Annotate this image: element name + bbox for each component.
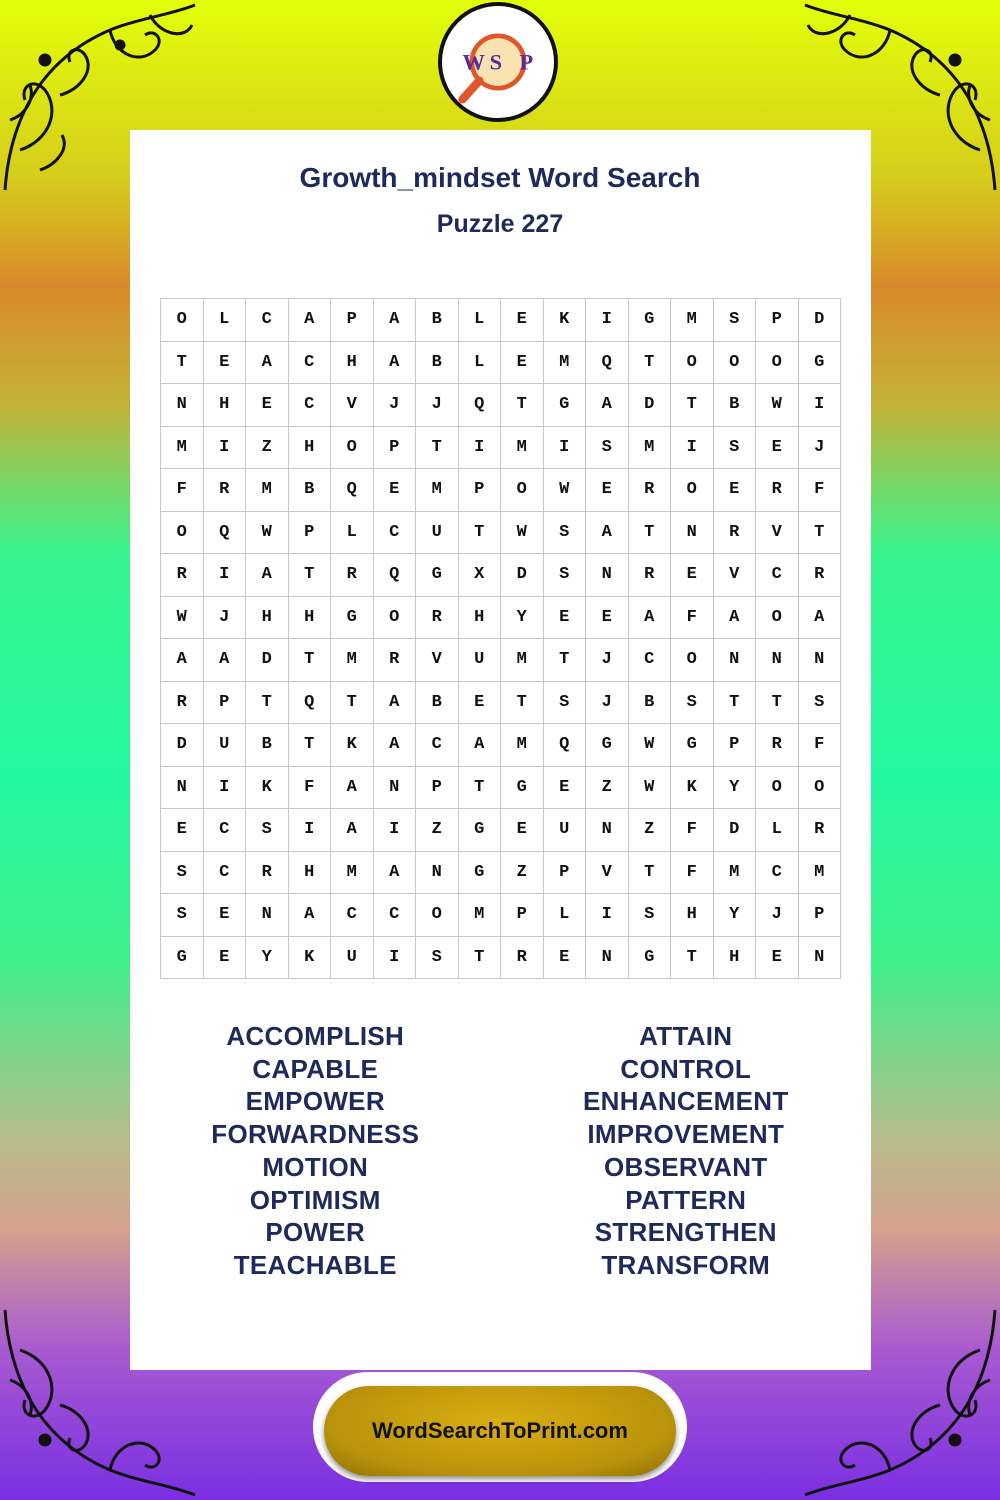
grid-cell[interactable]: F (799, 469, 842, 512)
grid-cell[interactable]: S (586, 427, 629, 470)
grid-cell[interactable]: U (416, 512, 459, 555)
grid-cell[interactable]: B (629, 682, 672, 725)
grid-cell[interactable]: E (586, 597, 629, 640)
grid-cell[interactable]: G (629, 937, 672, 980)
grid-cell[interactable]: M (331, 639, 374, 682)
grid-cell[interactable]: T (161, 342, 204, 385)
grid-cell[interactable]: T (459, 937, 502, 980)
grid-cell[interactable]: W (161, 597, 204, 640)
grid-cell[interactable]: U (544, 809, 587, 852)
grid-cell[interactable]: Z (246, 427, 289, 470)
grid-cell[interactable]: O (671, 469, 714, 512)
grid-cell[interactable]: S (799, 682, 842, 725)
grid-cell[interactable]: O (331, 427, 374, 470)
grid-cell[interactable]: I (374, 937, 417, 980)
grid-cell[interactable]: Y (714, 767, 757, 810)
grid-cell[interactable]: J (204, 597, 247, 640)
grid-cell[interactable]: A (331, 767, 374, 810)
grid-cell[interactable]: F (161, 469, 204, 512)
grid-cell[interactable]: H (331, 342, 374, 385)
grid-cell[interactable]: W (501, 512, 544, 555)
grid-cell[interactable]: F (671, 597, 714, 640)
grid-cell[interactable]: N (714, 639, 757, 682)
grid-cell[interactable]: Q (459, 384, 502, 427)
grid-cell[interactable]: J (799, 427, 842, 470)
grid-cell[interactable]: E (714, 469, 757, 512)
grid-cell[interactable]: M (331, 852, 374, 895)
puzzle-number: Puzzle 227 (436, 210, 564, 238)
grid-cell[interactable]: G (459, 809, 502, 852)
grid-cell[interactable]: I (204, 554, 247, 597)
grid-cell[interactable]: T (289, 639, 332, 682)
grid-cell[interactable]: O (714, 342, 757, 385)
grid-cell[interactable]: N (799, 937, 842, 980)
grid-cell[interactable]: K (331, 724, 374, 767)
grid-cell[interactable]: G (799, 342, 842, 385)
grid-cell[interactable]: E (756, 937, 799, 980)
grid-cell[interactable]: C (374, 894, 417, 937)
grid-cell[interactable]: M (459, 894, 502, 937)
grid-cell[interactable]: P (331, 299, 374, 342)
word-item: OPTIMISM (249, 1184, 381, 1215)
grid-cell[interactable]: D (161, 724, 204, 767)
grid-cell[interactable]: A (161, 639, 204, 682)
grid-cell[interactable]: L (544, 894, 587, 937)
grid-cell[interactable]: N (246, 894, 289, 937)
grid-cell[interactable]: O (756, 342, 799, 385)
grid-cell[interactable]: G (671, 724, 714, 767)
grid-cell[interactable]: R (416, 597, 459, 640)
grid-cell[interactable]: P (204, 682, 247, 725)
word-item: TRANSFORM (601, 1249, 771, 1280)
grid-cell[interactable]: U (459, 639, 502, 682)
grid-cell[interactable]: A (374, 724, 417, 767)
grid-cell[interactable]: I (204, 427, 247, 470)
grid-cell[interactable]: Y (714, 894, 757, 937)
grid-cell[interactable]: E (374, 469, 417, 512)
grid-cell[interactable]: T (671, 384, 714, 427)
grid-cell[interactable]: T (501, 384, 544, 427)
grid-cell[interactable]: H (714, 937, 757, 980)
word-item: FORWARDNESS (211, 1119, 420, 1150)
grid-cell[interactable]: N (671, 512, 714, 555)
grid-cell[interactable]: O (161, 512, 204, 555)
grid-cell[interactable]: A (374, 852, 417, 895)
grid-cell[interactable]: I (799, 384, 842, 427)
grid-cell[interactable]: Z (416, 809, 459, 852)
grid-cell[interactable]: E (501, 809, 544, 852)
grid-cell[interactable]: N (586, 937, 629, 980)
word-item: CONTROL (620, 1053, 752, 1084)
grid-cell[interactable]: A (629, 597, 672, 640)
grid-cell[interactable]: C (289, 384, 332, 427)
grid-cell[interactable]: A (799, 597, 842, 640)
grid-cell[interactable]: I (671, 427, 714, 470)
grid-cell[interactable]: A (586, 384, 629, 427)
grid-cell[interactable]: P (544, 852, 587, 895)
grid-cell[interactable]: G (629, 299, 672, 342)
grid-cell[interactable]: R (629, 469, 672, 512)
grid-cell[interactable]: F (671, 852, 714, 895)
grid-cell[interactable]: T (246, 682, 289, 725)
grid-cell[interactable]: S (161, 894, 204, 937)
grid-cell[interactable]: C (331, 894, 374, 937)
grid-cell[interactable]: I (544, 427, 587, 470)
grid-cell[interactable]: I (374, 809, 417, 852)
grid-cell[interactable]: C (416, 724, 459, 767)
grid-cell[interactable]: E (501, 342, 544, 385)
grid-cell[interactable]: G (501, 767, 544, 810)
grid-cell[interactable]: E (671, 554, 714, 597)
grid-cell[interactable]: U (204, 724, 247, 767)
grid-cell[interactable]: A (289, 299, 332, 342)
grid-cell[interactable]: M (246, 469, 289, 512)
grid-cell[interactable]: N (586, 554, 629, 597)
grid-cell[interactable]: N (161, 767, 204, 810)
grid-cell[interactable]: S (544, 682, 587, 725)
grid-cell[interactable]: G (331, 597, 374, 640)
grid-cell[interactable]: R (161, 554, 204, 597)
grid-cell[interactable]: D (246, 639, 289, 682)
grid-cell[interactable]: S (246, 809, 289, 852)
grid-cell[interactable]: X (459, 554, 502, 597)
grid-cell[interactable]: U (331, 937, 374, 980)
grid-cell[interactable]: E (246, 384, 289, 427)
grid-cell[interactable]: R (246, 852, 289, 895)
grid-cell[interactable]: A (289, 894, 332, 937)
grid-cell[interactable]: H (671, 894, 714, 937)
grid-cell[interactable]: P (416, 767, 459, 810)
grid-cell[interactable]: N (374, 767, 417, 810)
grid-cell[interactable]: O (671, 342, 714, 385)
grid-cell[interactable]: D (501, 554, 544, 597)
grid-cell[interactable]: O (416, 894, 459, 937)
grid-cell[interactable]: T (501, 682, 544, 725)
grid-cell[interactable]: S (161, 852, 204, 895)
grid-cell[interactable]: E (544, 767, 587, 810)
grid-cell[interactable]: Z (501, 852, 544, 895)
grid-cell[interactable]: V (586, 852, 629, 895)
grid-cell[interactable]: C (629, 639, 672, 682)
grid-cell[interactable]: N (161, 384, 204, 427)
grid-cell[interactable]: M (161, 427, 204, 470)
grid-cell[interactable]: B (416, 342, 459, 385)
grid-cell[interactable]: Z (629, 809, 672, 852)
grid-cell[interactable]: L (756, 809, 799, 852)
grid-cell[interactable]: T (629, 342, 672, 385)
grid-cell[interactable]: W (246, 512, 289, 555)
grid-cell[interactable]: T (714, 682, 757, 725)
logo-letter-p: P (519, 49, 534, 75)
grid-cell[interactable]: A (374, 342, 417, 385)
grid-cell[interactable]: E (544, 597, 587, 640)
grid-cell[interactable]: J (586, 682, 629, 725)
grid-cell[interactable]: T (544, 639, 587, 682)
page-title: Growth_mindset Word Search (299, 162, 701, 193)
grid-cell[interactable]: P (289, 512, 332, 555)
grid-cell[interactable]: T (459, 767, 502, 810)
grid-cell[interactable]: I (586, 299, 629, 342)
grid-cell[interactable]: P (799, 894, 842, 937)
grid-cell[interactable]: T (799, 512, 842, 555)
grid-cell[interactable]: A (204, 639, 247, 682)
grid-cell[interactable]: G (161, 937, 204, 980)
word-item: IMPROVEMENT (587, 1119, 785, 1150)
grid-cell[interactable]: C (246, 299, 289, 342)
logo-letter-s: S (489, 49, 503, 75)
grid-cell[interactable]: F (799, 724, 842, 767)
grid-cell[interactable]: S (714, 299, 757, 342)
grid-cell[interactable]: E (544, 937, 587, 980)
grid-cell[interactable]: W (629, 767, 672, 810)
grid-cell[interactable]: B (416, 299, 459, 342)
word-item: ACCOMPLISH (226, 1021, 405, 1051)
grid-cell[interactable]: A (459, 724, 502, 767)
grid-cell[interactable]: H (289, 597, 332, 640)
grid-cell[interactable]: Y (501, 597, 544, 640)
grid-cell[interactable]: A (246, 342, 289, 385)
grid-cell[interactable]: H (246, 597, 289, 640)
grid-cell[interactable]: E (586, 469, 629, 512)
grid-cell[interactable]: F (671, 809, 714, 852)
logo-letter-w: W (462, 49, 485, 75)
grid-cell[interactable]: H (459, 597, 502, 640)
grid-cell[interactable]: O (374, 597, 417, 640)
word-item: EMPOWER (245, 1086, 385, 1117)
grid-cell[interactable]: P (501, 894, 544, 937)
grid-cell[interactable]: K (671, 767, 714, 810)
grid-cell[interactable]: G (416, 554, 459, 597)
grid-cell[interactable]: I (204, 767, 247, 810)
grid-cell[interactable]: T (459, 512, 502, 555)
grid-cell[interactable]: T (416, 427, 459, 470)
grid-cell[interactable]: T (331, 682, 374, 725)
grid-cell[interactable]: Y (246, 937, 289, 980)
grid-cell[interactable]: E (756, 427, 799, 470)
grid-cell[interactable]: A (374, 682, 417, 725)
grid-cell[interactable]: N (586, 809, 629, 852)
grid-cell[interactable]: V (331, 384, 374, 427)
grid-cell[interactable]: A (374, 299, 417, 342)
grid-cell[interactable]: H (289, 852, 332, 895)
grid-cell[interactable]: M (714, 852, 757, 895)
grid-cell[interactable]: P (459, 469, 502, 512)
grid-cell[interactable]: C (756, 554, 799, 597)
grid-cell[interactable]: K (246, 767, 289, 810)
grid-cell[interactable]: L (459, 299, 502, 342)
grid-cell[interactable]: T (629, 852, 672, 895)
grid-cell[interactable]: I (459, 427, 502, 470)
grid-cell[interactable]: S (544, 512, 587, 555)
grid-cell[interactable]: N (416, 852, 459, 895)
grid-cell[interactable]: E (501, 299, 544, 342)
grid-cell[interactable]: S (629, 894, 672, 937)
grid-cell[interactable]: Q (204, 512, 247, 555)
grid-cell[interactable]: J (374, 384, 417, 427)
word-item: ATTAIN (639, 1021, 733, 1051)
grid-cell[interactable]: W (756, 384, 799, 427)
grid-cell[interactable]: J (416, 384, 459, 427)
grid-cell[interactable]: D (714, 809, 757, 852)
grid-cell[interactable]: A (714, 597, 757, 640)
grid-cell[interactable]: K (544, 299, 587, 342)
word-item: TEACHABLE (233, 1249, 397, 1280)
grid-cell[interactable]: P (374, 427, 417, 470)
grid-cell[interactable]: H (289, 427, 332, 470)
grid-cell[interactable]: B (246, 724, 289, 767)
grid-cell[interactable]: T (289, 724, 332, 767)
grid-cell[interactable]: A (586, 512, 629, 555)
grid-cell[interactable]: M (501, 639, 544, 682)
letter-grid (160, 298, 841, 979)
grid-cell[interactable]: M (544, 342, 587, 385)
grid-cell[interactable]: G (586, 724, 629, 767)
wsp-logo[interactable] (438, 2, 558, 122)
grid-cell[interactable]: C (289, 342, 332, 385)
grid-cell[interactable]: W (629, 724, 672, 767)
grid-cell[interactable]: S (544, 554, 587, 597)
grid-cell[interactable]: R (331, 554, 374, 597)
grid-cell[interactable]: T (756, 682, 799, 725)
grid-cell[interactable]: L (331, 512, 374, 555)
grid-cell[interactable]: Q (289, 682, 332, 725)
grid-cell[interactable]: O (756, 767, 799, 810)
grid-cell[interactable]: R (161, 682, 204, 725)
grid-cell[interactable]: M (416, 469, 459, 512)
grid-cell[interactable]: S (714, 427, 757, 470)
word-item: PATTERN (625, 1184, 747, 1215)
grid-cell[interactable]: E (204, 342, 247, 385)
word-item: STRENGTHEN (594, 1217, 777, 1248)
grid-cell[interactable]: B (714, 384, 757, 427)
grid-cell[interactable]: T (629, 512, 672, 555)
grid-cell[interactable]: I (586, 894, 629, 937)
grid-cell[interactable]: O (799, 767, 842, 810)
grid-cell[interactable]: G (459, 852, 502, 895)
grid-cell[interactable]: B (289, 469, 332, 512)
grid-cell[interactable]: M (501, 427, 544, 470)
grid-cell[interactable]: P (756, 299, 799, 342)
site-link-label: WordSearchToPrint.com (372, 1418, 628, 1443)
grid-cell[interactable]: O (756, 597, 799, 640)
site-link-button[interactable] (324, 1386, 676, 1476)
grid-cell[interactable]: I (289, 809, 332, 852)
grid-cell[interactable]: E (204, 937, 247, 980)
grid-cell[interactable]: R (501, 937, 544, 980)
grid-cell[interactable]: R (714, 512, 757, 555)
word-item: OBSERVANT (603, 1151, 768, 1182)
grid-cell[interactable]: A (246, 554, 289, 597)
grid-cell[interactable]: S (671, 682, 714, 725)
grid-cell[interactable]: B (416, 682, 459, 725)
grid-cell[interactable]: E (161, 809, 204, 852)
grid-cell[interactable]: V (714, 554, 757, 597)
grid-cell[interactable]: R (799, 554, 842, 597)
grid-cell[interactable]: M (501, 724, 544, 767)
grid-cell[interactable]: Q (544, 724, 587, 767)
grid-cell[interactable]: N (799, 639, 842, 682)
word-item: CAPABLE (252, 1053, 379, 1084)
grid-cell[interactable]: J (756, 894, 799, 937)
grid-cell[interactable]: V (756, 512, 799, 555)
grid-cell[interactable]: C (204, 852, 247, 895)
grid-cell[interactable]: W (544, 469, 587, 512)
word-item: ENHANCEMENT (582, 1086, 789, 1117)
grid-cell[interactable]: D (799, 299, 842, 342)
grid-cell[interactable]: T (671, 937, 714, 980)
grid-cell[interactable]: G (544, 384, 587, 427)
grid-cell[interactable]: J (586, 639, 629, 682)
grid-cell[interactable]: M (629, 427, 672, 470)
grid-cell[interactable]: D (629, 384, 672, 427)
grid-cell[interactable]: R (799, 809, 842, 852)
grid-cell[interactable]: P (714, 724, 757, 767)
word-item: POWER (265, 1217, 366, 1248)
grid-cell[interactable]: S (416, 937, 459, 980)
grid-cell[interactable]: Q (331, 469, 374, 512)
grid-cell[interactable]: C (204, 809, 247, 852)
word-list (130, 1020, 871, 1282)
grid-cell[interactable]: A (331, 809, 374, 852)
word-item: MOTION (262, 1151, 369, 1182)
grid-cell[interactable]: Q (586, 342, 629, 385)
grid-cell[interactable]: L (459, 342, 502, 385)
grid-cell[interactable]: K (289, 937, 332, 980)
grid-cell[interactable]: C (374, 512, 417, 555)
grid-cell[interactable]: E (204, 894, 247, 937)
grid-cell[interactable]: R (629, 554, 672, 597)
word-list-right (501, 1020, 872, 1282)
grid-cell[interactable]: H (204, 384, 247, 427)
grid-cell[interactable]: C (756, 852, 799, 895)
grid-cell[interactable]: L (204, 299, 247, 342)
grid-cell[interactable]: Q (374, 554, 417, 597)
word-list-left (130, 1020, 501, 1282)
grid-cell[interactable]: R (756, 469, 799, 512)
grid-cell[interactable]: O (161, 299, 204, 342)
grid-cell[interactable]: R (374, 639, 417, 682)
grid-cell[interactable]: E (459, 682, 502, 725)
grid-cell[interactable]: M (671, 299, 714, 342)
grid-cell[interactable]: F (289, 767, 332, 810)
grid-cell[interactable]: T (289, 554, 332, 597)
grid-cell[interactable]: M (799, 852, 842, 895)
grid-cell[interactable]: V (416, 639, 459, 682)
grid-cell[interactable]: O (671, 639, 714, 682)
grid-cell[interactable]: R (204, 469, 247, 512)
grid-cell[interactable]: Z (586, 767, 629, 810)
grid-cell[interactable]: R (756, 724, 799, 767)
grid-cell[interactable]: O (501, 469, 544, 512)
grid-cell[interactable]: N (756, 639, 799, 682)
